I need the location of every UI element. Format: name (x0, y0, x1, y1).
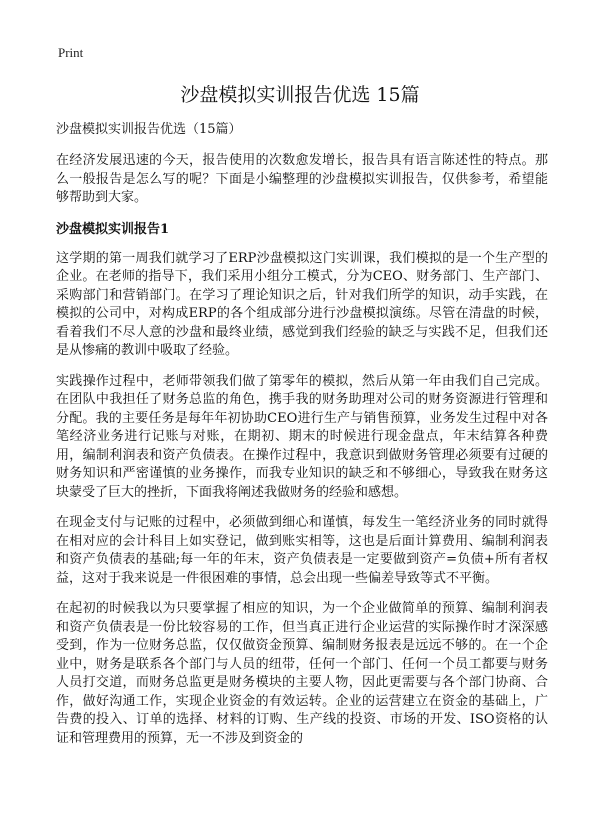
body-paragraph-4: 在起初的时候我以为只要掌握了相应的知识，为一个企业做简单的预算、编制利润表和资产负债表是一份比较容易的工作，但当真正进行企业运营的实际操作时才深深感受到，作为一位财务总监，仅仅做资金预算、编制财务报表是远远不够的。在一个企业中，财务是联系各个部门与人员的纽带，任何一个部门、任何一个员工都要与财务人员打交道，而财务总监更是财务模块的主要人物，因此更需要与各个部门协商、合作，做好沟通工作，实现企业资金的有效运转。企业的运营建立在资金的基础上，广告费的投入、订单的选择、材料的订购、生产线的投资、市场的开发、ISO资格的认证和管理费用的预算，无一不涉及到资金的 (56, 601, 548, 746)
body-paragraph-2: 实践操作过程中，老师带领我们做了第零年的模拟，然后从第一年由我们自己完成。在团队中我担任了财务总监的角色，携手我的财务助理对公司的财务资源进行管理和分配。我的主要任务是每年年初协助CEO进行生产与销售预算，业务发生过程中对各笔经济业务进行记账与对账，在期初、期末的时候进行现金盘点，年末结算各种费用，编制利润表和资产负债表。在操作过程中，我意识到做财务管理必须要有过硬的财务知识和严密谨慎的业务操作，而我专业知识的缺乏和不够细心，导致我在财务这块蒙受了巨大的挫折，下面我将阐述我做财务的经验和感想。 (56, 373, 548, 500)
document-body (56, 120, 548, 760)
print-link[interactable]: Print (58, 45, 84, 60)
section-heading: 沙盘模拟实训报告1 (56, 221, 170, 237)
body-paragraph-1: 这学期的第一周我们就学习了ERP沙盘模拟这门实训课，我们模拟的是一个生产型的企业。在老师的指导下，我们采用小组分工模式，分为CEO、财务部门、生产部门、采购部门和营销部门。在学习了理论知识之后，针对我们所学的知识，动手实践，在模拟的公司中，对构成ERP的各个组成部分进行沙盘模拟演练。尽管在清盘的时候，看着我们不尽人意的沙盘和最终业绩，感觉到我们经验的缺乏与实践不足，但我们还是从惨痛的教训中吸取了经验。 (56, 250, 548, 358)
intro-paragraph: 在经济发展迅速的今天，报告使用的次数愈发增长，报告具有语言陈述性的特点。那么一般报告是怎么写的呢？下面是小编整理的沙盘模拟实训报告，仅供参考，希望能够帮助到大家。 (56, 153, 548, 205)
body-paragraph-3: 在现金支付与记账的过程中，必须做到细心和谨慎，每发生一笔经济业务的同时就得在相对应的会计科目上如实登记，做到账实相等，这也是后面计算费用、编制利润表和资产负债表的基础;每一年的年末，资产负债表是一定要做到资产=负债+所有者权益，这对于我来说是一件很困难的事情，总会出现一些偏差导致等式不平衡。 (56, 515, 548, 586)
document-title: 沙盘模拟实训报告优选 15篇 (180, 84, 420, 106)
document-subtitle: 沙盘模拟实训报告优选（15篇） (56, 122, 242, 137)
